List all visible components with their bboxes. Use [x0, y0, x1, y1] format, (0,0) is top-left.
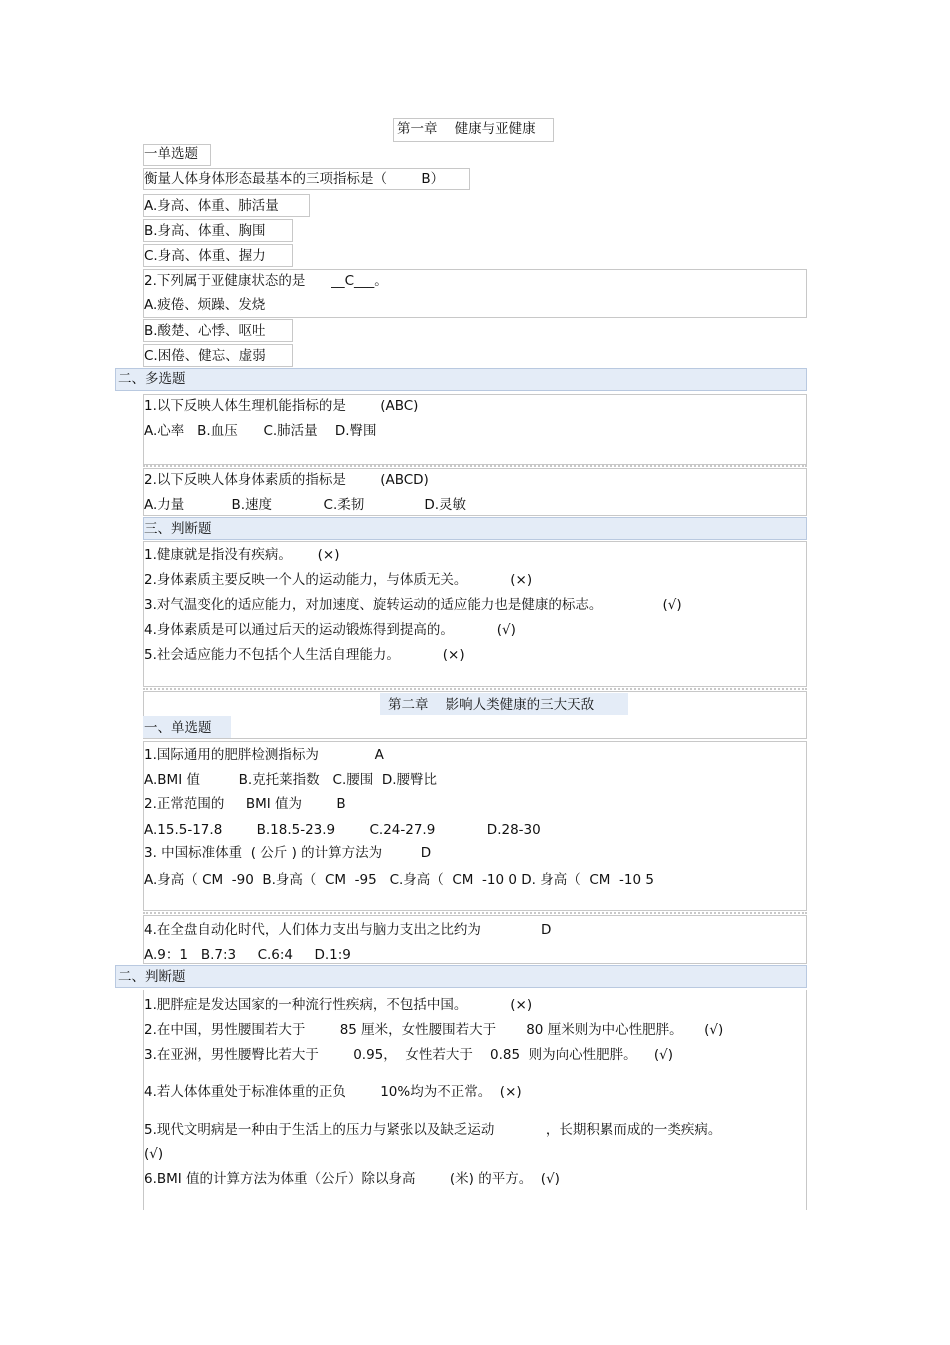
ch2-judge-heading-bar [115, 965, 807, 988]
multi-heading-bar [115, 368, 807, 391]
ch2-judge-heading: 二、判断题 [118, 969, 186, 985]
ch2-judge-item-5: 5.现代文明病是一种由于生活上的压力与紧张以及缺乏运动 ，长期积累而成的一类疾病。 [144, 1122, 722, 1138]
option-c: C.身高、体重、握力 [144, 248, 266, 264]
multi-choice-heading: 二、多选题 [118, 371, 186, 387]
ch2-judge-item-3: 3.在亚洲，男性腰臀比若大于 0.95， 女性若大于 0.85 则为向心性肥胖。 (√) [144, 1047, 673, 1063]
judge-item-2: 2.身体素质主要反映一个人的运动能力，与体质无关。 (×) [144, 572, 533, 588]
divider [143, 688, 807, 690]
multi-question-1-options: A.心率 B.血压 C.肺活量 D.臀围 [144, 423, 377, 439]
ch2-question-4-options: A.9：1 B.7:3 C.6:4 D.1:9 [144, 947, 351, 963]
question-2: 2.下列属于亚健康状态的是 __C___。 [144, 273, 388, 289]
ch2-judge-item-1: 1.肥胖症是发达国家的一种流行性疾病，不包括中国。 (×) [144, 997, 533, 1013]
ch2-question-4: 4.在全盘自动化时代，人们体力支出与脑力支出之比约为 D [144, 922, 552, 938]
multi-question-2: 2.以下反映人体身体素质的指标是 (ABCD) [144, 472, 429, 488]
ch2-question-3-options: A.身高（ CM -90 B.身高（ CM -95 C.身高（ CM -10 0 D. 身高（ CM -10 5 [144, 872, 654, 888]
right-border [806, 990, 807, 1210]
judge-item-5: 5.社会适应能力不包括个人生活自理能力。 (×) [144, 647, 465, 663]
ch2-question-3: 3. 中国标准体重 ( 公斤 ) 的计算方法为 D [144, 845, 432, 861]
multi-question-2-options: A.力量 B.速度 C.柔韧 D.灵敏 [144, 497, 467, 513]
single-choice-heading: 一单选题 [144, 146, 198, 162]
option-c: C.困倦、健忘、虚弱 [144, 348, 266, 364]
chapter1-title: 第一章 健康与亚健康 [397, 121, 536, 137]
multi-question-1: 1.以下反映人体生理机能指标的是 (ABC) [144, 398, 419, 414]
ch2-judge-item-5-answer: (√) [144, 1146, 164, 1162]
ch2-judge-item-4: 4.若人体体重处于标准体重的正负 10%均为不正常。 (×) [144, 1084, 522, 1100]
judge-heading-bar [143, 517, 807, 540]
option-a: A.身高、体重、肺活量 [144, 198, 279, 214]
ch2-judge-item-6: 6.BMI 值的计算方法为体重（公斤）除以身高 (米) 的平方。 (√) [144, 1171, 560, 1187]
ch2-question-2: 2.正常范围的 BMI 值为 B [144, 796, 346, 812]
judge-item-3: 3.对气温变化的适应能力，对加速度、旋转运动的适应能力也是健康的标志。 (√) [144, 597, 682, 613]
ch2-question-1-options: A.BMI 值 B.克托莱指数 C.腰围 D.腰臀比 [144, 772, 438, 788]
question-1: 衡量人体身体形态最基本的三项指标是（ B） [144, 171, 445, 187]
ch2-question-1: 1.国际通用的肥胖检测指标为 A [144, 747, 384, 763]
option-a: A.疲倦、烦躁、发烧 [144, 297, 266, 313]
judge-heading: 三、判断题 [144, 521, 212, 537]
judge-item-4: 4.身体素质是可以通过后天的运动锻炼得到提高的。 (√) [144, 622, 516, 638]
ch2-question-2-options: A.15.5-17.8 B.18.5-23.9 C.24-27.9 D.28-30 [144, 822, 541, 838]
ch2-single-heading: 一、单选题 [144, 720, 212, 736]
divider [143, 465, 807, 467]
divider [143, 912, 807, 914]
option-b: B.身高、体重、胸围 [144, 223, 266, 239]
chapter2-title: 第二章 影响人类健康的三大天敌 [388, 697, 595, 713]
ch2-judge-item-2: 2.在中国，男性腰围若大于 85 厘米，女性腰围若大于 80 厘米则为中心性肥胖。 (√) [144, 1022, 724, 1038]
option-b: B.酸楚、心悸、呕吐 [144, 323, 266, 339]
judge-item-1: 1.健康就是指没有疾病。 (×) [144, 547, 340, 563]
